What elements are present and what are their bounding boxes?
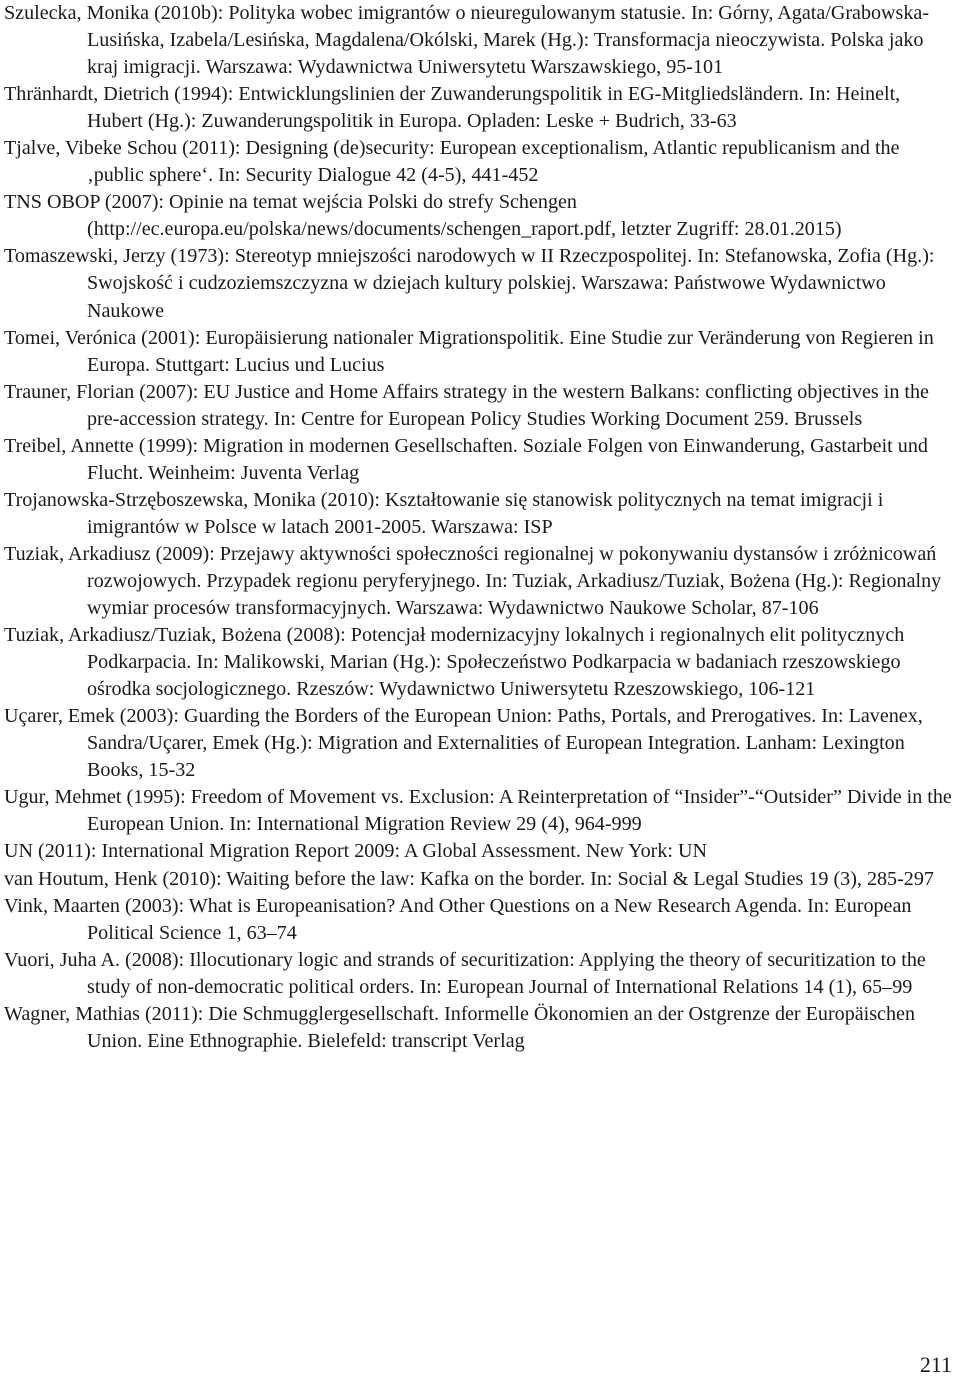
reference-entry: Tuziak, Arkadiusz (2009): Przejawy aktywności społeczności regionalnej w pokonywaniu dystansów i zróżnicowań rozwojowych. Przypadek regionu peryferyjnego. In: Tuziak, Arkadiusz/Tuziak, Bożena (Hg.): Regionalny wymiar procesów transformacyjnych. Warszawa: Wydawnictwo Naukowe Scholar, 87-106 — [4, 542, 942, 620]
reference-entry: Trojanowska-Strzęboszewska, Monika (2010): Kształtowanie się stanowisk politycznych na temat imigracji i imigrantów w Polsce w latach 2001-2005. Warszawa: ISP — [4, 488, 884, 538]
reference-entry: Ugur, Mehmet (1995): Freedom of Movement vs. Exclusion: A Reinterpretation of “Insider”-“Outsider” Divide in the European Union. In: International Migration Review 29 (4), 964-999 — [4, 786, 952, 836]
reference-entry: Treibel, Annette (1999): Migration in modernen Gesellschaften. Soziale Folgen von Einwanderung, Gastarbeit und Flucht. Weinheim: Juventa Verlag — [4, 434, 928, 484]
bibliography-list — [4, 0, 954, 1055]
reference-entry: Tomaszewski, Jerzy (1973): Stereotyp mniejszości narodowych w II Rzeczpospolitej. In: Stefanowska, Zofia (Hg.): Swojskość i cudzoziemszczyzna w dziejach kultury polskiej. Warszawa: Państwowe Wydawnictwo Naukowe — [4, 245, 935, 322]
reference-entry: TNS OBOP (2007): Opinie na temat wejścia Polski do strefy Schengen (http://ec.europa.eu/polska/news/documents/schengen_raport.pdf, letzter Zugriff: 28.01.2015) — [4, 191, 842, 241]
reference-entry: Tomei, Verónica (2001): Europäisierung nationaler Migrationspolitik. Eine Studie zur Veränderung von Regieren in Europa. Stuttgart: Lucius und Lucius — [4, 326, 934, 376]
reference-entry: van Houtum, Henk (2010): Waiting before the law: Kafka on the border. In: Social & Legal Studies 19 (3), 285-297 — [4, 867, 934, 890]
reference-entry: Vuori, Juha A. (2008): Illocutionary logic and strands of securitization: Applying the theory of securitization to the study of non-democratic political orders. In: European Journal of International Relations 14 (1), 65–99 — [4, 948, 926, 998]
reference-entry: Uçarer, Emek (2003): Guarding the Borders of the European Union: Paths, Portals, and Prerogatives. In: Lavenex, Sandra/Uçarer, Emek (Hg.): Migration and Externalities of European Integration. Lanham: Lexington Books, 15-32 — [4, 705, 923, 782]
reference-entry: Szulecka, Monika (2010b): Polityka wobec imigrantów o nieuregulowanym statusie. In: Górny, Agata/Grabowska-Lusińska, Izabela/Lesińska, Magdalena/Okólski, Marek (Hg.): Transformacja nieoczywista. Polska jako kraj imigracji. Warszawa: Wydawnictwa Uniwersytetu Warszawskiego, 95-101 — [4, 2, 930, 79]
reference-entry: UN (2011): International Migration Report 2009: A Global Assessment. New York: UN — [4, 840, 708, 863]
page-number: 211 — [919, 1352, 952, 1377]
reference-entry: Thränhardt, Dietrich (1994): Entwicklungslinien der Zuwanderungspolitik in EG-Mitgliedsländern. In: Heinelt, Hubert (Hg.): Zuwanderungspolitik in Europa. Opladen: Leske + Budrich, 33-63 — [4, 83, 901, 133]
reference-entry: Trauner, Florian (2007): EU Justice and Home Affairs strategy in the western Balkans: conflicting objectives in the pre-accession strategy. In: Centre for European Policy Studies Working Document 259. Brussels — [4, 380, 929, 430]
reference-entry: Wagner, Mathias (2011): Die Schmugglergesellschaft. Informelle Ökonomien an der Ostgrenze der Europäischen Union. Eine Ethnographie. Bielefeld: transcript Verlag — [4, 1002, 915, 1052]
reference-entry: Tuziak, Arkadiusz/Tuziak, Bożena (2008): Potencjał modernizacyjny lokalnych i regionalnych elit politycznych Podkarpacia. In: Malikowski, Marian (Hg.): Społeczeństwo Podkarpacia w badaniach rzeszowskiego ośrodka socjologicznego. Rzeszów: Wydawnictwo Uniwersytetu Rzeszowskiego, 106-121 — [4, 624, 905, 701]
reference-entry: Tjalve, Vibeke Schou (2011): Designing (de)security: European exceptionalism, Atlantic republicanism and the ‚public sphere‘. In: Security Dialogue 42 (4-5), 441-452 — [4, 137, 900, 187]
reference-entry: Vink, Maarten (2003): What is Europeanisation? And Other Questions on a New Research Agenda. In: European Political Science 1, 63–74 — [4, 894, 912, 944]
